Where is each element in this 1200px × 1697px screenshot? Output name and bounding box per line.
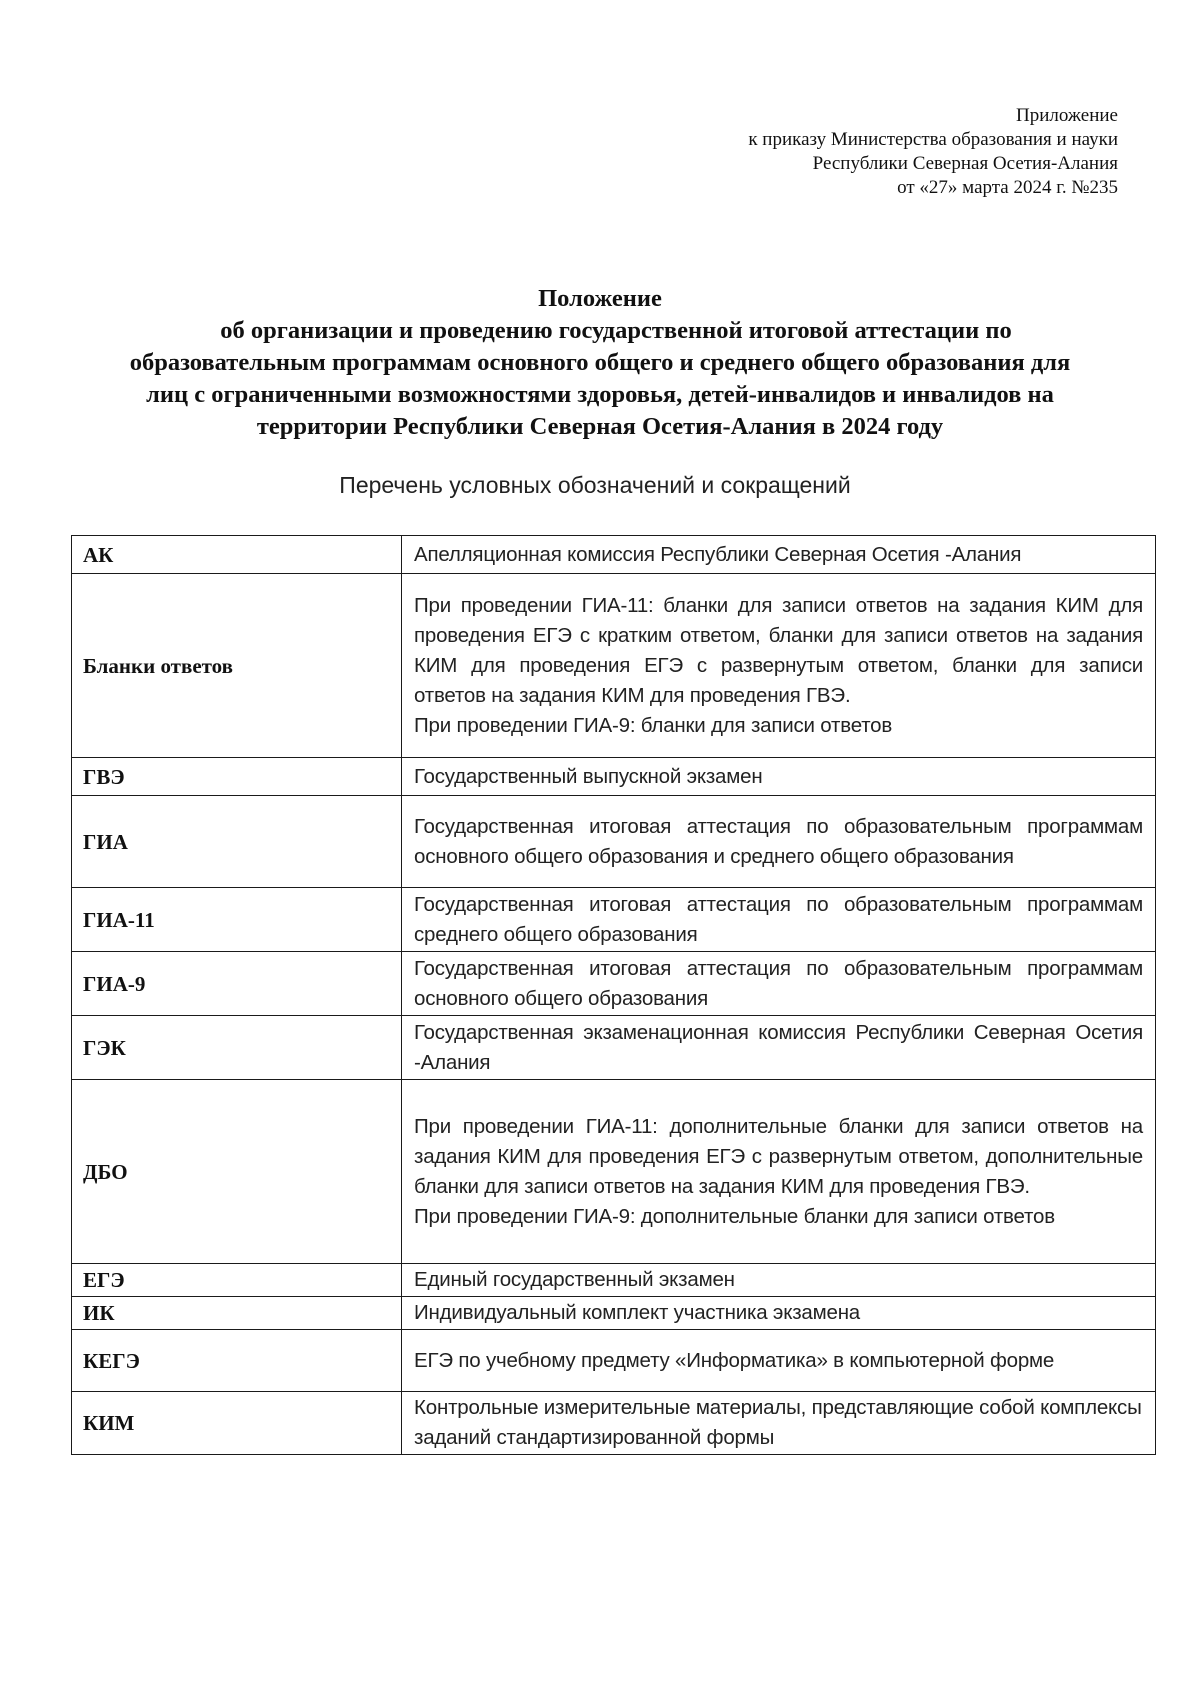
abbreviations-subtitle: Перечень условных обозначений и сокращений bbox=[339, 472, 851, 498]
abbreviation-description bbox=[402, 536, 1156, 574]
abbreviation-term: ГЭК bbox=[72, 1016, 402, 1080]
abbreviation-description bbox=[402, 888, 1156, 952]
title-line: об организации и проведению государственной итоговой аттестации по bbox=[220, 317, 1012, 344]
description-text: При проведении ГИА-9: бланки для записи ответов bbox=[414, 713, 893, 737]
abbreviation-description bbox=[402, 796, 1156, 888]
description-text: Государственная итоговая аттестация по образовательным программам основного общего образования bbox=[414, 956, 1143, 1010]
description-text: Апелляционная комиссия Республики Северная Осетия -Алания bbox=[414, 542, 1022, 566]
description-text: Государственная экзаменационная комиссия Республики Северная Осетия -Алания bbox=[414, 1020, 1143, 1074]
abbreviation-description bbox=[402, 1392, 1156, 1455]
appendix-line: к приказу Министерства образования и науки bbox=[748, 129, 1118, 150]
abbreviation-term: ЕГЭ bbox=[72, 1264, 402, 1297]
description-text: При проведении ГИА-9: дополнительные бланки для записи ответов bbox=[414, 1204, 1055, 1228]
abbreviation-term: ДБО bbox=[72, 1080, 402, 1264]
title-line: территории Республики Северная Осетия-Алания в 2024 году bbox=[256, 413, 944, 440]
abbreviation-description bbox=[402, 1080, 1156, 1264]
table-row bbox=[72, 574, 1156, 758]
abbreviation-description bbox=[402, 1297, 1156, 1330]
appendix-line: Республики Северная Осетия-Алания bbox=[812, 153, 1118, 174]
table-row bbox=[72, 536, 1156, 574]
appendix-line: Приложение bbox=[1016, 105, 1118, 126]
abbreviation-term: ГИА-11 bbox=[72, 888, 402, 952]
appendix-line: от «27» марта 2024 г. №235 bbox=[897, 177, 1118, 198]
abbreviation-description bbox=[402, 758, 1156, 796]
description-text: Индивидуальный комплект участника экзамена bbox=[414, 1301, 861, 1324]
description-text: ЕГЭ по учебному предмету «Информатика» в компьютерной форме bbox=[414, 1348, 1055, 1372]
table-row bbox=[72, 1016, 1156, 1080]
abbreviation-term: ГИА bbox=[72, 796, 402, 888]
abbreviation-term: ИК bbox=[72, 1297, 402, 1330]
abbreviation-description bbox=[402, 1330, 1156, 1392]
description-text: Государственный выпускной экзамен bbox=[414, 764, 763, 788]
title-line: образовательным программам основного общего и среднего общего образования для bbox=[129, 349, 1071, 376]
description-text: Контрольные измерительные материалы, представляющие собой комплексы заданий стандартизированной формы bbox=[414, 1396, 1142, 1449]
abbreviation-term: КЕГЭ bbox=[72, 1330, 402, 1392]
document-title bbox=[40, 283, 1160, 443]
description-text: При проведении ГИА-11: бланки для записи ответов на задания КИМ для проведения ЕГЭ с кратким ответом, бланки для записи ответов на задания КИМ для проведения ЕГЭ с развернутым ответом, бланки для записи ответов на задания КИМ для проведения ГВЭ. bbox=[414, 593, 1143, 707]
abbreviation-description bbox=[402, 574, 1156, 758]
abbreviation-term: КИМ bbox=[72, 1392, 402, 1455]
abbreviation-description bbox=[402, 1264, 1156, 1297]
description-text: Единый государственный экзамен bbox=[414, 1268, 735, 1291]
table-row bbox=[72, 1297, 1156, 1330]
title-line: Положение bbox=[538, 285, 662, 312]
table-row bbox=[72, 952, 1156, 1016]
abbreviation-term: ГИА-9 bbox=[72, 952, 402, 1016]
table-row bbox=[72, 758, 1156, 796]
abbreviation-term: ГВЭ bbox=[72, 758, 402, 796]
appendix-header bbox=[748, 104, 1118, 200]
abbreviation-description bbox=[402, 1016, 1156, 1080]
table-row bbox=[72, 888, 1156, 952]
description-text: Государственная итоговая аттестация по образовательным программам среднего общего образования bbox=[414, 892, 1143, 946]
table-row bbox=[72, 1264, 1156, 1297]
table-row bbox=[72, 1330, 1156, 1392]
abbreviation-term: Бланки ответов bbox=[72, 574, 402, 758]
title-line: лиц с ограниченными возможностями здоровья, детей-инвалидов и инвалидов на bbox=[146, 381, 1054, 408]
table-row bbox=[72, 796, 1156, 888]
abbreviation-term: АК bbox=[72, 536, 402, 574]
description-text: При проведении ГИА-11: дополнительные бланки для записи ответов на задания КИМ для проведения ЕГЭ с развернутым ответом, дополнительные бланки для записи ответов на задания КИМ для проведения ГВЭ. bbox=[414, 1114, 1143, 1198]
table-row bbox=[72, 1392, 1156, 1455]
description-text: Государственная итоговая аттестация по образовательным программам основного общего образования и среднего общего образования bbox=[414, 814, 1143, 868]
abbreviations-table bbox=[71, 535, 1156, 1455]
abbreviation-description bbox=[402, 952, 1156, 1016]
table-row bbox=[72, 1080, 1156, 1264]
